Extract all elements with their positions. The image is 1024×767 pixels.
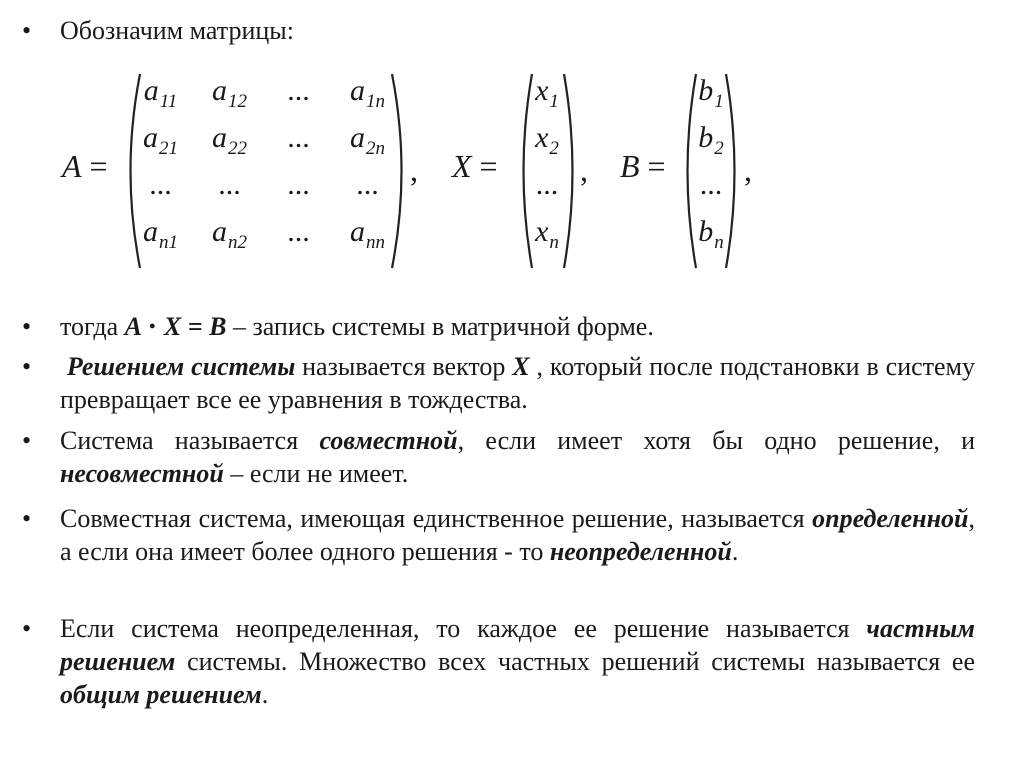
- matrix-x-entry: $x_1$: [535, 74, 559, 112]
- matrix-a-entry: ...: [287, 74, 310, 107]
- comma: ,: [744, 152, 752, 188]
- matrix-a-entry: ...: [287, 215, 310, 248]
- matrix-equation: A ⋅ X = B: [124, 312, 227, 341]
- matrix-a-entry: ...: [149, 168, 172, 201]
- determinacy-paragraph: Совместная система, имеющая единственное решение, называется определенной, а если она имеет более одного решения - то неопределенной.: [60, 504, 975, 566]
- matrix-a-entry: ...: [356, 168, 379, 201]
- matrix-a-entry: $a_{12}$: [212, 74, 247, 112]
- term-general-solution: общим решением: [60, 680, 262, 709]
- matrix-b-entry: $b_n$: [698, 215, 724, 253]
- comma: ,: [580, 152, 588, 188]
- bullet-marker: •: [22, 312, 32, 341]
- matrix-a-label: A =: [62, 148, 108, 184]
- matrix-a-entry: ...: [218, 168, 241, 201]
- term-undetermined: неопределенной: [549, 537, 732, 566]
- matrix-a-entry: $a_{nn}$: [350, 215, 385, 253]
- matrix-b-right-paren: [722, 72, 746, 270]
- intro-text: Обозначим матрицы:: [60, 16, 294, 45]
- matrix-a-entry: ...: [287, 168, 310, 201]
- bullet-marker: •: [22, 426, 32, 455]
- term-particular-solution: частным решением: [60, 614, 975, 676]
- matrix-a-entry: $a_{n1}$: [143, 215, 178, 253]
- bullet-marker: •: [22, 614, 32, 643]
- matrix-a-entry: $a_{n2}$: [212, 215, 247, 253]
- matrix-b-entry: $b_1$: [698, 74, 724, 112]
- bullet-marker: •: [22, 504, 32, 533]
- term-determined: определенной: [812, 504, 969, 533]
- matrix-a-entry: $a_{11}$: [143, 74, 178, 112]
- comma: ,: [410, 152, 418, 188]
- solution-definition-paragraph: Решением системы называется вектор X , который после подстановки в систему превращает все ее уравнения в тождества.: [60, 352, 976, 414]
- matrix-b-entry: ...: [699, 168, 723, 201]
- matrix-x-entry: $x_n$: [535, 215, 559, 253]
- matrix-a-entry: $a_{2n}$: [350, 121, 385, 159]
- bullet-marker: •: [22, 16, 32, 45]
- matrix-b-label: B =: [620, 148, 666, 184]
- general-solution-paragraph: Если система неопределенная, то каждое ее решение называется частным решением системы. Множество всех частных решений системы называется ее общим решением.: [60, 614, 975, 709]
- matrix-x-label: X =: [452, 148, 498, 184]
- bullet-marker: •: [22, 352, 32, 381]
- consistency-paragraph: Система называется совместной, если имеет хотя бы одно решение, и несовместной – если не имеет.: [60, 426, 976, 488]
- matrix-a-entry: $a_{22}$: [212, 121, 247, 159]
- term-solution: Решением системы: [66, 352, 296, 381]
- matrix-x-entry: ...: [535, 168, 559, 201]
- matrix-a-entry: ...: [287, 121, 310, 154]
- matrix-b-entry: $b_2$: [698, 121, 724, 159]
- matrix-a-entry: $a_{1n}$: [350, 74, 385, 112]
- matrix-form-paragraph: тогда A ⋅ X = B – запись системы в матричной форме.: [60, 312, 654, 341]
- term-consistent: совместной: [319, 426, 458, 455]
- term-inconsistent: несовместной: [60, 459, 224, 488]
- matrix-x-entry: $x_2$: [535, 121, 559, 159]
- vector-x: X: [512, 352, 530, 381]
- matrix-a-entry: $a_{21}$: [143, 121, 178, 159]
